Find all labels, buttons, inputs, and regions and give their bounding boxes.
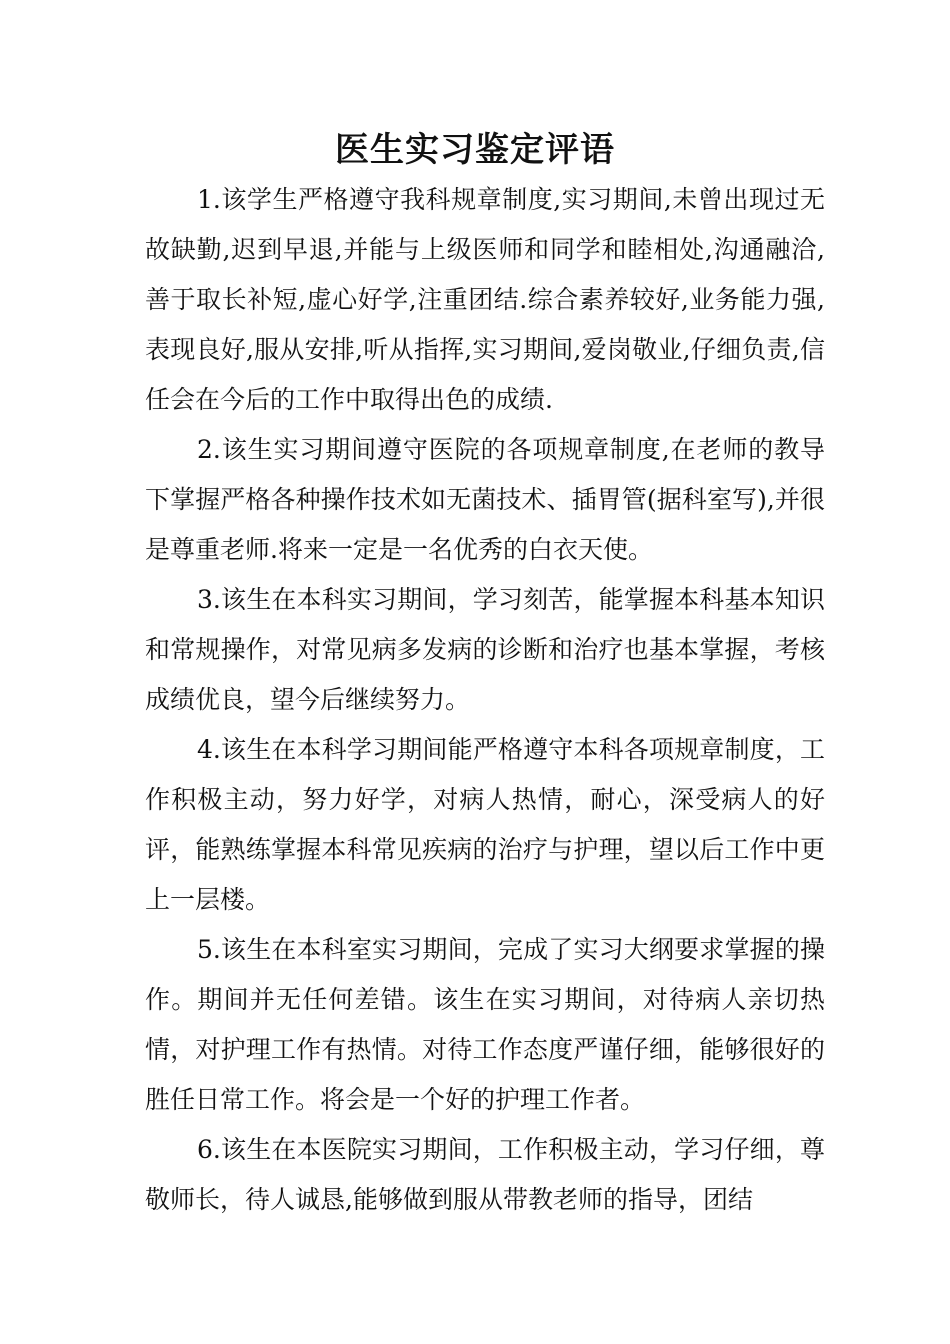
paragraph-2: 2.该生实习期间遵守医院的各项规章制度,在老师的教导下掌握严格各种操作技术如无菌技术、插胃管(据科室写),并很是尊重老师.将来一定是一名优秀的白衣天使。: [145, 435, 825, 564]
paragraph-1: 1.该学生严格遵守我科规章制度,实习期间,未曾出现过无故缺勤,迟到早退,并能与上级医师和同学和睦相处,沟通融洽,善于取长补短,虚心好学,注重团结.综合素养较好,业务能力强,表现良好,服从安排,听从指挥,实习期间,爱岗敬业,仔细负责,信任会在今后的工作中取得出色的成绩.: [145, 185, 825, 414]
paragraph-3: 3.该生在本科实习期间，学习刻苦，能掌握本科基本知识和常规操作，对常见病多发病的诊断和治疗也基本掌握，考核成绩优良，望今后继续努力。: [145, 585, 825, 714]
document-title: 医生实习鉴定评语: [335, 130, 615, 170]
paragraph-4: 4.该生在本科学习期间能严格遵守本科各项规章制度，工作积极主动，努力好学，对病人热情，耐心，深受病人的好评，能熟练掌握本科常见疾病的治疗与护理，望以后工作中更上一层楼。: [145, 735, 825, 914]
paragraph-6: 6.该生在本医院实习期间，工作积极主动，学习仔细，尊敬师长，待人诚恳,能够做到服从带教老师的指导，团结: [145, 1135, 825, 1214]
paragraph-5: 5.该生在本科室实习期间，完成了实习大纲要求掌握的操作。期间并无任何差错。该生在实习期间，对待病人亲切热情，对护理工作有热情。对待工作态度严谨仔细，能够很好的胜任日常工作。将会是一个好的护理工作者。: [145, 935, 825, 1114]
document-body: [145, 175, 825, 1225]
